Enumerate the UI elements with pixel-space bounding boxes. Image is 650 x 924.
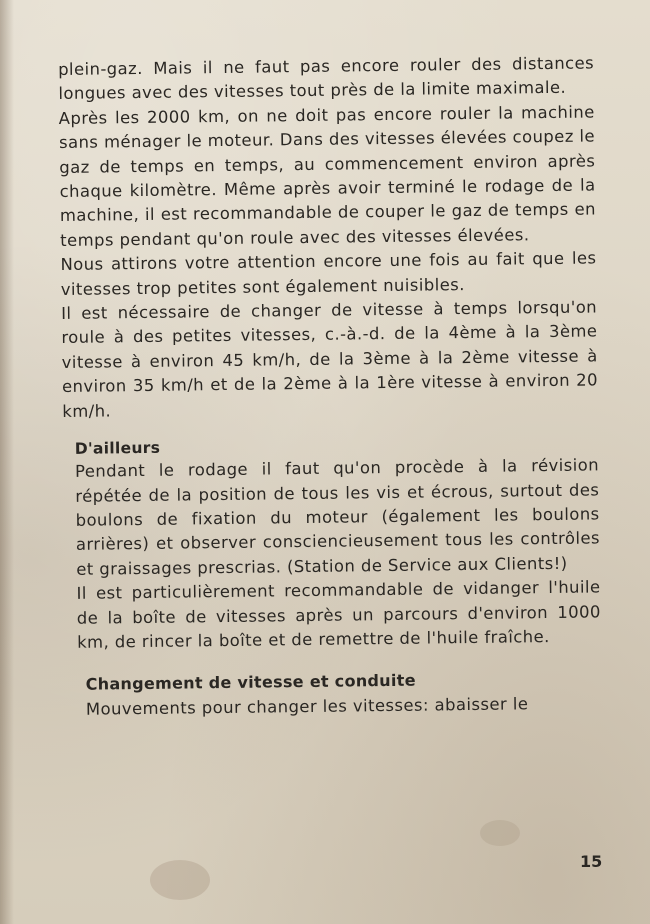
paper-stain [150, 860, 210, 900]
paragraph: plein-gaz. Mais il ne faut pas encore rouler des distances longues avec des vitesses tout près de la limite maximale. [58, 53, 595, 104]
section-heading-dailleurs: D'ailleurs [74, 438, 161, 458]
page-number: 15 [580, 852, 603, 871]
paper-stain [480, 820, 520, 846]
paragraph: Il est particulièrement recommandable de vidanger l'huile de la boîte de vitesses après un parcours d'environ 1000 km, de rincer la boîte et de remettre de l'huile fraîche. [76, 577, 601, 652]
page-content [58, 51, 602, 722]
paragraph: Nous attirons votre attention encore une fois au fait que les vitesses trop petites sont également nuisibles. [60, 248, 597, 299]
paragraph: Il est nécessaire de changer de vitesse à temps lorsqu'on roule à des petites vitesses, c.-à.-d. de la 4ème à la 3ème vitesse à environ 45 km/h, de la 3ème à la 2ème vitesse à environ 35 km/h et de la 2ème à la 1ère vitesse à environ 20 km/h. [61, 297, 599, 421]
paragraph: Après les 2000 km, on ne doit pas encore rouler la machine sans ménager le moteur. Dans des vitesses élevées coupez le gaz de temps en temps, au commencement environ après chaque kilomètre. Même après avoir terminé le rodage de la machine, il est recommandable de couper le gaz de temps en temps pendant qu'on roule avec des vitesses élevées. [58, 102, 597, 250]
section-heading-changement: Changement de vitesse et conduite [85, 671, 416, 695]
page-edge-shadow [0, 0, 14, 924]
paragraph: Pendant le rodage il faut qu'on procède à la révision répétée de la position de tous les vis et écrous, surtout des boulons de fixation du moteur (également les boulons arrières) et observer consciencieusement tous les contrôles et graissages prescrias. (Station de Service aux Clients!) [74, 455, 601, 579]
paragraph: Mouvements pour changer les vitesses: abaisser le [85, 694, 529, 720]
